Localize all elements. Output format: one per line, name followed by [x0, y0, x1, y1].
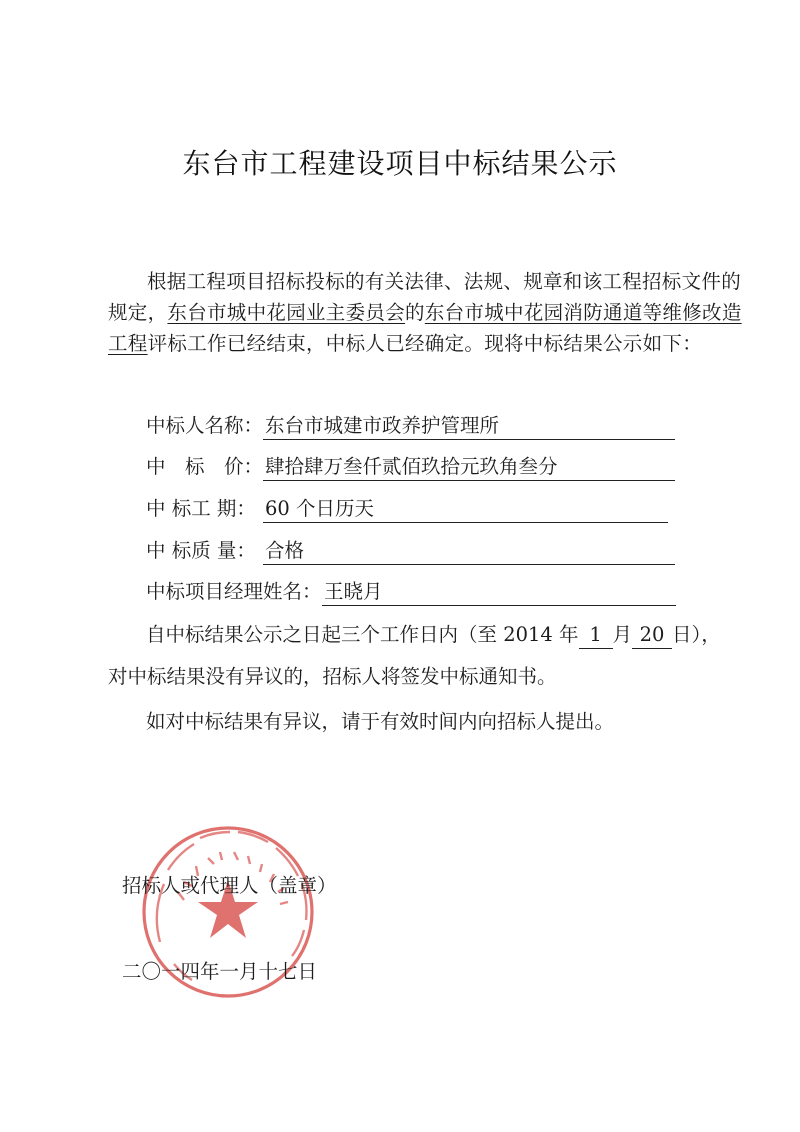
field-value: 合格	[263, 536, 675, 565]
validity-line-2: 对中标结果没有异议的，招标人将签发中标通知书。	[108, 665, 557, 688]
field-value: 王晓月	[322, 577, 676, 606]
field-label: 中标项目经理姓名：	[146, 580, 322, 603]
intro-text-1: 根据工程项目招标投标的有关法律、法规、规章和该工程招标文件的规定，	[108, 270, 742, 324]
field-value: 东台市城建市政养护管理所	[263, 411, 675, 440]
field-label: 中 标质 量：	[146, 539, 256, 562]
intro-text-2: 的	[405, 301, 425, 324]
validity-day: 20	[632, 622, 672, 649]
signature-label: 招标人或代理人（盖章）	[122, 874, 337, 897]
field-row-duration	[146, 494, 375, 524]
field-row-quality	[146, 536, 305, 566]
intro-text-3: 评标工作已经结束，中标人已经确定。现将中标结果公示如下：	[147, 332, 703, 355]
intro-paragraph	[108, 266, 744, 359]
project-name: 东台市城中花园消防通道等维修改造工程	[108, 301, 742, 355]
field-value: 60 个日历天	[263, 494, 668, 523]
field-label: 中 标 价：	[146, 455, 264, 478]
field-value: 肆拾肆万叁仟贰佰玖拾元玖角叁分	[263, 452, 675, 481]
objection-paragraph: 如对中标结果有异议，请于有效时间内向招标人提出。	[146, 710, 615, 733]
field-row-price	[146, 452, 558, 482]
field-label: 中 标工 期：	[146, 497, 256, 520]
field-label: 中标人名称：	[146, 414, 264, 437]
page-title: 东台市工程建设项目中标结果公示	[182, 147, 618, 180]
validity-month: 1	[579, 622, 613, 649]
validity-month-unit: 月	[612, 623, 633, 646]
document-date: 二〇一四年一月十七日	[122, 960, 318, 983]
field-row-winner	[146, 411, 500, 441]
validity-prefix: 自中标结果公示之日起三个工作日内（至 2014 年	[146, 623, 579, 646]
field-row-manager	[146, 577, 383, 607]
validity-suffix: 日），	[672, 623, 721, 646]
validity-line	[146, 619, 721, 650]
tenderer-name: 东台市城中花园业主委员会	[167, 301, 406, 324]
